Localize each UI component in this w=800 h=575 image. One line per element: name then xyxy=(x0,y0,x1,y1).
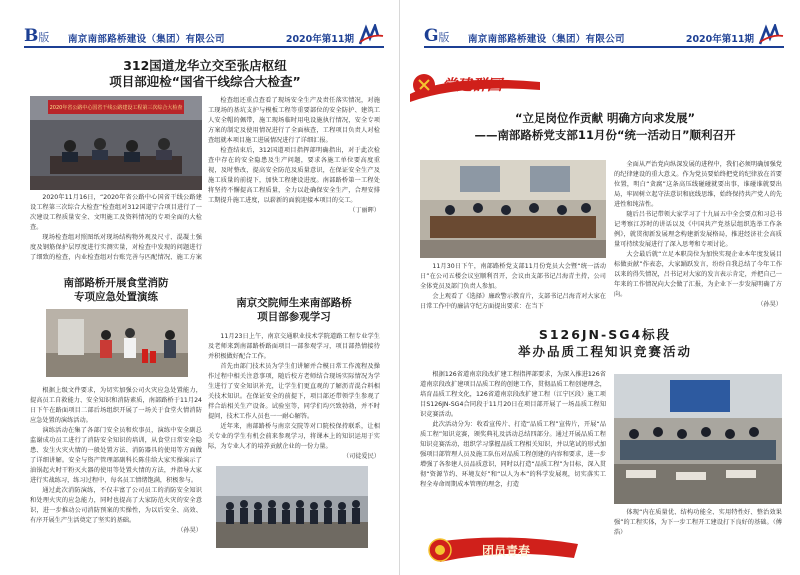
author-sign: （孙昊） xyxy=(757,301,782,308)
article-title: 312国道龙华立交至张店枢纽 项目部迎检“国省干线综合大检查” xyxy=(109,58,301,89)
issue-number: 2020年第11期 xyxy=(285,34,354,45)
party-building-banner xyxy=(410,68,540,102)
company-name: 南京南部路桥建设（集团）有限公司 xyxy=(468,34,625,45)
article2-body: 根据126省道南京段改扩建工程指挥部要求，为深入推进126省道南京段改扩建项目品质工程的创建工作，贯彻品质工程创建理念，培育品质工程文化，126省道南京段改扩建工程（江宁区段）施工项目S126JN-SG4合同段于11月20日在项目部开展了一场品质工程知识竞赛活动。 此次活动分为：收看宣传片、打造“品质工程”宣传片，开展“品质工程”知识竞赛，颁奖典礼及活动总结四部分。通过开展品质工程知识竞赛活动，组织学习掌握品质工程相关知识，并以笔试的形式加强项目部管理人员及施工队伍对品质工程创建的内容和要求，进一步增强了各参建人员品质意识，同时以打造“品质工程”为目标，深入贯彻“资源节约、环境友好”和“以人为本”的科学发展观，切实落实工程全寿命周期成本管理的理念，打造 xyxy=(420,371,606,488)
svg-text:党建群园: 党建群园 xyxy=(442,76,503,94)
company-logo-icon xyxy=(758,24,784,46)
contest-photo-caption: 体现“内在质量优、结构功能全、实用特性好、整治效果强”的工程实体，为下一步工程开工建设打下良好的基础。（傅浩） xyxy=(614,509,782,536)
svg-text:团员青春: 团员青春 xyxy=(482,544,531,558)
article3-body: 11月23日上午，南京交通职业技术学院道路工程专业学生及老师来到南部路桥路面项目一部参观学习，项目部热情接待并积极做好配合工作。 首先由部门技术员为学生们讲解并合模日常工作流程及操作过程中相关注意事项，随后校方老师结合现场实际情况为学生进行了安全知识补充，让学生们更直观的了解沥青混合料相关技术知识。在保证安全的前提下，项目部还带领学生参观了拌合站相关生产设备。试验室等，同学们均兴致勃勃，并不时提问，技术工作人员也一一耐心解答。 近年来，南部路桥与南京交院等对口院校保持联系，让相关专业的学生有机会前来参观学习，将课本上的知识运用于实际，为专业人才的培养贡献企业的一份力量。 （司徒爱民） xyxy=(208,333,380,460)
article-title: S126JN-SG4标段 举办品质工程知识竞赛活动 xyxy=(517,327,692,359)
quality-contest-photo xyxy=(614,374,782,504)
edition-label: G版 xyxy=(424,26,450,46)
company-logo-icon xyxy=(358,24,384,46)
article-title: 南部路桥开展食堂消防 专项应急处置演练 xyxy=(63,277,169,303)
company-name: 南京南部路桥建设（集团）有限公司 xyxy=(68,34,225,45)
issue-number: 2020年第11期 xyxy=(685,34,754,45)
inspection-meeting-photo xyxy=(30,96,202,190)
article-title: 南京交院师生来南部路桥 项目部参观学习 xyxy=(236,297,352,323)
edition-label: B版 xyxy=(24,26,50,46)
article2-body: 根据上级文件要求，为切实加强公司火灾应急处置能力，提高员工自救能力、安全知识和消防素质，南部路桥于11月24日下午在路面项目二部后场组织开展了一场关于食堂火情消防应急处置的演练活动。 演练活动在集了各部门安全员和炊事员，演练中安全副总监谢成功员工进行了消防安全知识的培训，从食堂日常安全隐患、发生火灾火情的一般处置方法、消防器具的使用等方面做了详细讲解。安全与资产管理部副科长陈佳给大家实操演示了油锅起火时干粉灭火器的使用等处置火情的方法，并指导大家进行实战练习，练习过程中，每名员工情绪饱满，积极参与。 通过此次消防演练，不仅丰富了公司员工的消防安全知识和处理火灾的应急能力，同时也提高了大家防范火灾的安全意识，进一步推动公司消防预案的实操性，为以后安全、高效、有序开展生产生活奠定了坚实的基础。 （孙昊） xyxy=(30,387,202,534)
header-rule xyxy=(24,46,384,48)
page-g xyxy=(400,0,800,575)
article1-col1: 2020年11月16日，“2020年省公路中心国省干线公路建设工程第三次综合大检查”检查组对312国道宁合项目进行了一次建设工程质量安全、文明施工及资料情况的专项全面的大检查。 现场检查组对照图纸对现场结构物外观及尺寸、混凝土强度及钢筋保护层厚度进行实测实量，对检查中发现的问题进行了细致的检查，内业检查组对台账完善与匹配情况、施工方案 xyxy=(30,194,202,261)
author-sign: （孙昊） xyxy=(177,527,202,534)
author-sign: （司徒爱民） xyxy=(342,453,380,460)
author-sign: （丁丽晖） xyxy=(349,207,380,214)
fire-drill-photo xyxy=(46,309,188,377)
youth-league-banner xyxy=(428,534,578,564)
student-visit-photo xyxy=(216,466,368,548)
article1-col2: 检查组还重点查看了现场安全生产及责任落实情况，对施工现场的基坑支护与模板工程等重要部位的安全防护、建筑工人安全帽的佩带，施工现场临时用电设施执行情况，安全专项方案的制定及使用情况进行了全面核查，工程项目负责人对检查组就本项目施工进展情况进行了详细汇报。 检查结束后，312国道项目指挥部明确指出，对于此次检查中存在的安全隐患及生产问题，要求各施工单位要高度重视，及时整改，提高安全防范及质量意识，在保证安全生产及施工质量的前提下，加快工程建设进度。南部路桥第一工程处将坚持不懈提高工程质量，全力以赴确保安全生产，合理安排工期提升施工进度，以崭新的面貌迎接本项目的交工。 （丁丽晖） xyxy=(208,97,380,214)
party-photo-caption: 11月30日下午，南部路桥党支部11月份党员大会暨“统一活动日”在公司五楼会议室顺利召开，会议由支部书记吕海青主持，公司全体党员及部门负责人参加。 会上观看了《选择》廉政警示教育片，支部书记吕海青对大家在日常工作中的廉洁守纪方面提出要求：在当下 xyxy=(420,263,606,310)
article1-body: 全面从严治党向纵深发展的进程中，我们必须明确加强党的纪律建设的重大意义。作为党员要始终把党的纪律放在首要位置，明白“贪腐”这条高压线碰碰就要出事，谁碰谁就要出局，牢固树立起守法意识和底线思维，始终保持共产党人的先进性和纯洁性。 随后吕书记带领大家学习了十九届五中全会要点和习总书记考察江苏时的讲话以及《中国共产党基层组织选举工作条例》，就贯彻新发展理念构建新发展格局，推进经济社会高质量可持续发展进行了深入思考和专项讨论。 大会最后就“立足本职岗位为加快实现企业本年度发展目标做贡献”作表态，大家踊跃发言，纷纷自我总结了今年工作以来的得失情况，吕书记对大家的发言表示肯定，并把自己一年来的工作情况向大会做了汇报，为企业下一步发展明确了方向。 （孙昊） xyxy=(614,161,782,308)
party-meeting-photo xyxy=(420,160,606,258)
article-title: “立足岗位作贡献 明确方向求发展” ——南部路桥党支部11月份“统一活动日”顺利召开 xyxy=(474,111,736,142)
header-rule xyxy=(424,46,784,48)
page-header-b xyxy=(24,24,384,50)
page-header-g xyxy=(424,24,784,50)
youth-league-emblem-icon xyxy=(435,545,445,555)
author-sign: （傅浩） xyxy=(614,519,782,536)
svg-text:2020年省公路中心国省干线公路建设工程第三次综合大检查: 2020年省公路中心国省干线公路建设工程第三次综合大检查 xyxy=(49,105,183,111)
